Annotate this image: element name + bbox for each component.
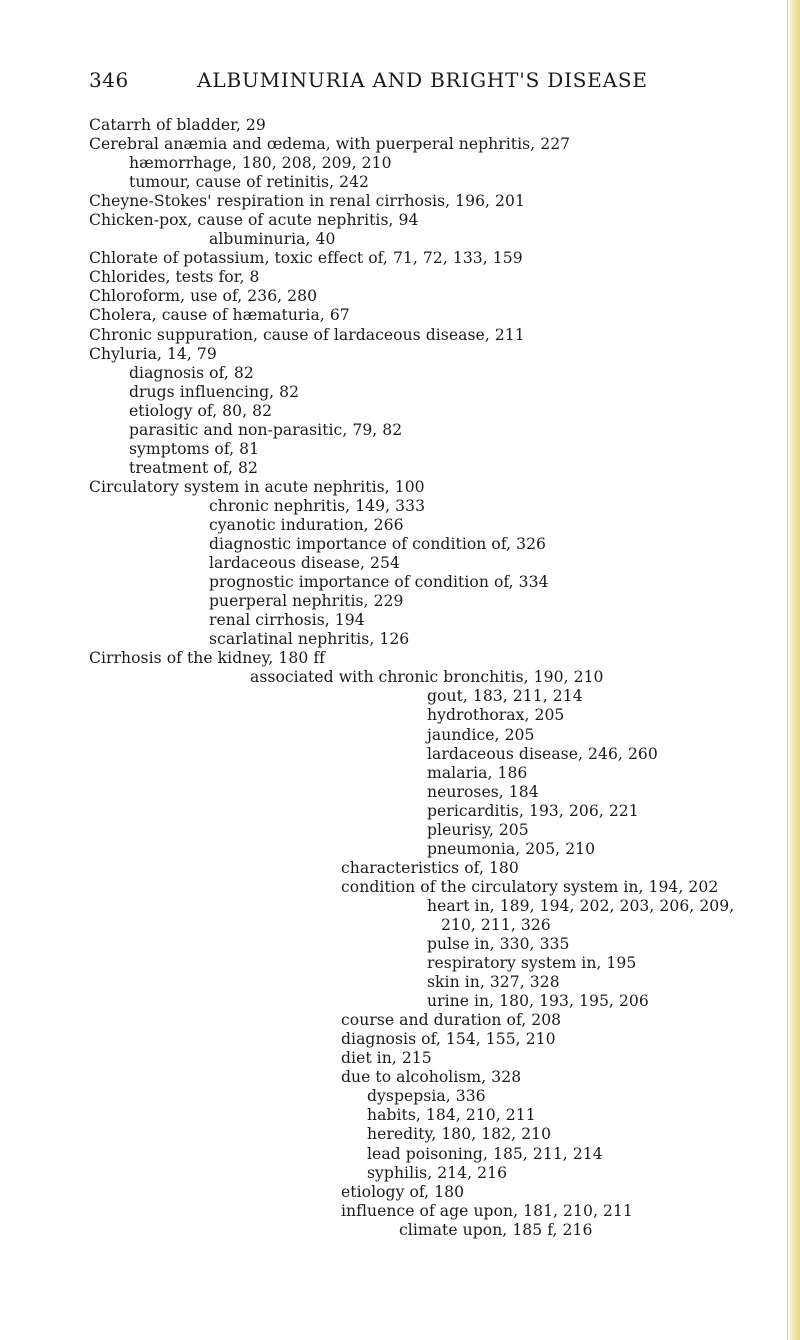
- index-subentry: urine in, 180, 193, 195, 206: [427, 992, 649, 1011]
- index-subentry: lead poisoning, 185, 211, 214: [367, 1144, 603, 1163]
- index-subentry: influence of age upon, 181, 210, 211: [341, 1201, 633, 1220]
- index-subentry: puerperal nephritis, 229: [209, 592, 404, 611]
- index-subentry: renal cirrhosis, 194: [209, 611, 365, 630]
- index-entry: Chloroform, use of, 236, 280: [89, 287, 318, 306]
- index-entry: Chlorides, tests for, 8: [89, 268, 260, 287]
- index-entries: [89, 116, 735, 1240]
- index-subentry: gout, 183, 211, 214: [427, 687, 583, 706]
- index-entry: Chyluria, 14, 79: [89, 344, 217, 363]
- index-subentry: due to alcoholism, 328: [341, 1068, 522, 1087]
- index-subentry: course and duration of, 208: [341, 1011, 562, 1030]
- index-subentry: diagnosis of, 154, 155, 210: [341, 1030, 556, 1049]
- index-entry: Catarrh of bladder, 29: [89, 116, 266, 134]
- page-number: 346: [89, 68, 129, 92]
- index-subentry: diagnosis of, 82: [129, 363, 254, 382]
- page-header: [89, 68, 695, 94]
- index-subentry: symptoms of, 81: [129, 439, 260, 458]
- index-subentry: heart in, 189, 194, 202, 203, 206, 209,: [427, 896, 735, 915]
- index-subentry: associated with chronic bronchitis, 190, 210: [250, 668, 604, 687]
- index-subentry: lardaceous disease, 246, 260: [427, 744, 658, 763]
- index-entry: Cheyne-Stokes' respiration in renal cirrhosis, 196, 201: [89, 192, 525, 211]
- index-subentry: tumour, cause of retinitis, 242: [129, 173, 370, 192]
- index-subentry: condition of the circulatory system in, 194, 202: [341, 877, 719, 896]
- index-subentry: pneumonia, 205, 210: [427, 839, 596, 858]
- index-subentry: chronic nephritis, 149, 333: [209, 496, 426, 515]
- index-subentry: prognostic importance of condition of, 334: [209, 573, 549, 592]
- running-title: ALBUMINURIA AND BRIGHT'S DISEASE: [197, 68, 648, 92]
- index-subentry: skin in, 327, 328: [427, 973, 560, 992]
- index-entry: Chronic suppuration, cause of lardaceous disease, 211: [89, 325, 525, 344]
- index-subentry: heredity, 180, 182, 210: [367, 1125, 552, 1144]
- index-subentry: pericarditis, 193, 206, 221: [427, 801, 639, 820]
- index-subentry: climate upon, 185 f, 216: [399, 1220, 593, 1239]
- index-subentry: syphilis, 214, 216: [367, 1163, 508, 1182]
- index-subentry: diet in, 215: [341, 1049, 432, 1068]
- index-subentry: diagnostic importance of condition of, 326: [209, 535, 547, 554]
- page-edge: [788, 0, 800, 1340]
- index-subentry: etiology of, 180: [341, 1182, 465, 1201]
- index-entry: Cirrhosis of the kidney, 180 ff: [89, 649, 325, 668]
- index-entry: Cerebral anæmia and œdema, with puerperal nephritis, 227: [89, 135, 571, 154]
- index-subentry: pleurisy, 205: [427, 820, 529, 839]
- index-subentry: lardaceous disease, 254: [209, 554, 400, 573]
- index-entry: Circulatory system in acute nephritis, 100: [89, 477, 425, 496]
- index-subentry: pulse in, 330, 335: [427, 935, 570, 954]
- index-subentry: hæmorrhage, 180, 208, 209, 210: [129, 154, 392, 173]
- index-subentry: etiology of, 80, 82: [129, 401, 273, 420]
- index-subentry: treatment of, 82: [129, 458, 258, 477]
- index-continuation: 210, 211, 326: [441, 915, 551, 934]
- index-subentry: hydrothorax, 205: [427, 706, 565, 725]
- index-subentry: albuminuria, 40: [209, 230, 336, 249]
- index-subentry: scarlatinal nephritis, 126: [209, 630, 410, 649]
- index-entry: Chlorate of potassium, toxic effect of, 71, 72, 133, 159: [89, 249, 523, 268]
- index-subentry: habits, 184, 210, 211: [367, 1106, 536, 1125]
- index-subentry: malaria, 186: [427, 763, 528, 782]
- index-subentry: cyanotic induration, 266: [209, 515, 404, 534]
- index-entry: Cholera, cause of hæmaturia, 67: [89, 306, 350, 325]
- index-entry: Chicken-pox, cause of acute nephritis, 94: [89, 211, 419, 230]
- index-subentry: parasitic and non-parasitic, 79, 82: [129, 420, 403, 439]
- index-subentry: dyspepsia, 336: [367, 1087, 486, 1106]
- index-subentry: jaundice, 205: [427, 725, 535, 744]
- index-subentry: characteristics of, 180: [341, 858, 519, 877]
- index-subentry: respiratory system in, 195: [427, 954, 637, 973]
- index-subentry: neuroses, 184: [427, 782, 539, 801]
- index-subentry: drugs influencing, 82: [129, 382, 300, 401]
